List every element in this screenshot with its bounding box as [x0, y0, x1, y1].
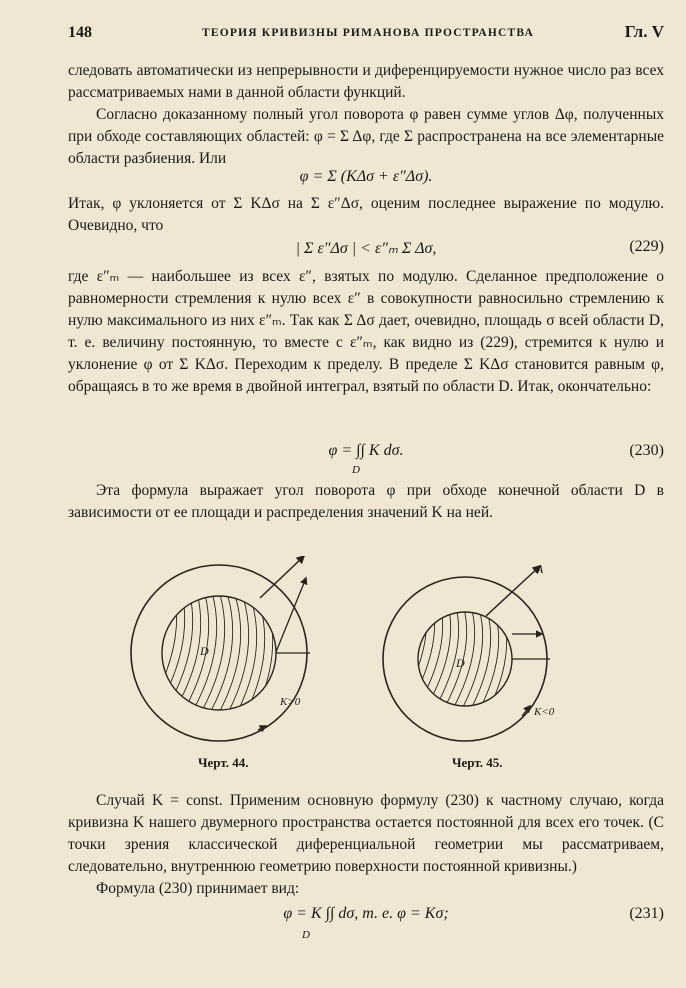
page-number: 148: [68, 24, 92, 41]
equation-229: [68, 236, 664, 262]
text-block-2: [68, 193, 664, 237]
fig44-region-label: D: [200, 644, 209, 658]
fig44-curvature-label: K>0: [280, 696, 301, 708]
paragraph: Формула (230) принимает вид:: [96, 880, 300, 897]
equation-a: [68, 166, 664, 192]
region-hatching: [150, 576, 297, 736]
fig45-caption: Черт. 45.: [452, 755, 503, 770]
equation-230: [68, 440, 664, 474]
equation-body: | Σ ε″Δσ | < ε″ₘ Σ Δσ,: [295, 240, 437, 257]
fig44-caption: Черт. 44.: [198, 755, 249, 770]
paragraph: Итак, φ уклоняется от Σ KΔσ на Σ ε″Δσ, оценим последнее выражение по модулю. Очевидно, что: [68, 195, 664, 234]
region-hatching: [400, 586, 531, 732]
equation-number: (231): [629, 905, 664, 922]
fig45-region-label: D: [456, 656, 465, 670]
running-title: ТЕОРИЯ КРИВИЗНЫ РИМАНОВА ПРОСТРАНСТВА: [201, 27, 535, 39]
text-block-4: [68, 480, 664, 524]
equation-231: [68, 903, 664, 939]
paragraph: где ε″ₘ — наибольшее из всех ε″, взятых по модулю. Сделанное предположение о равномерности стремления к нулю всех ε″ в совокупности равносильно стремлению к нулю максимального из них ε″ₘ. Так как Σ Δσ дает, очевидно, площадь σ всей области D, т. е. величину постоянную, то вместе с ε″ₘ, как видно из (229), стремится к нулю и уклонение φ от Σ KΔσ. Переходим к пределу. В пределе Σ KΔσ становится равным φ, обращаясь в то же время в двойной интеграл, взятый по области D. Итак, окончательно:: [68, 268, 664, 395]
equation-body: φ = ∫∫ K dσ.: [328, 442, 404, 459]
text-block-1: [68, 60, 664, 170]
figure-45: [383, 566, 550, 741]
equation-body: φ = K ∫∫ dσ, т. е. φ = Kσ;: [283, 905, 449, 922]
equation-number: (229): [629, 238, 664, 255]
paragraph: Эта формула выражает угол поворота φ при обходе конечной области D в зависимости от ее площади и распределения значений K на ней.: [68, 482, 664, 521]
integral-subscript: D: [302, 929, 310, 941]
text-block-3: [68, 266, 664, 398]
fig45-vector-label: A: [536, 562, 544, 576]
page-header: [68, 20, 664, 44]
paragraph: следовать автоматически из непрерывности и диференцируемости нужное число раз всех рассматриваемых нами в данной области функций.: [68, 62, 664, 101]
paragraph: Согласно доказанному полный угол поворота φ равен сумме углов Δφ, полученных при обходе составляющих областей: φ = Σ Δφ, где Σ распространена на все элементарные области разбиения. Или: [68, 106, 664, 167]
chapter-label: Гл. V: [624, 22, 664, 41]
figures-44-45: [110, 556, 650, 750]
text-block-5: [68, 790, 664, 900]
figure-44: [131, 556, 310, 741]
integral-subscript: D: [352, 464, 360, 476]
figures-drawing: [110, 556, 650, 750]
vector-arrow: [486, 566, 540, 616]
equation-number: (230): [629, 442, 664, 459]
paragraph: Случай K = const. Применим основную формулу (230) к частному случаю, когда кривизна K нашего двумерного пространства остается постоянной для всех его точек. (С точки зрения классической диференциальной геометрии мы рассматриваем, следовательно, внутреннюю геометрию поверхности постоянной кривизны.): [68, 792, 664, 875]
equation-body: φ = Σ (KΔσ + ε″Δσ).: [299, 168, 433, 185]
fig45-curvature-label: K<0: [534, 706, 555, 718]
